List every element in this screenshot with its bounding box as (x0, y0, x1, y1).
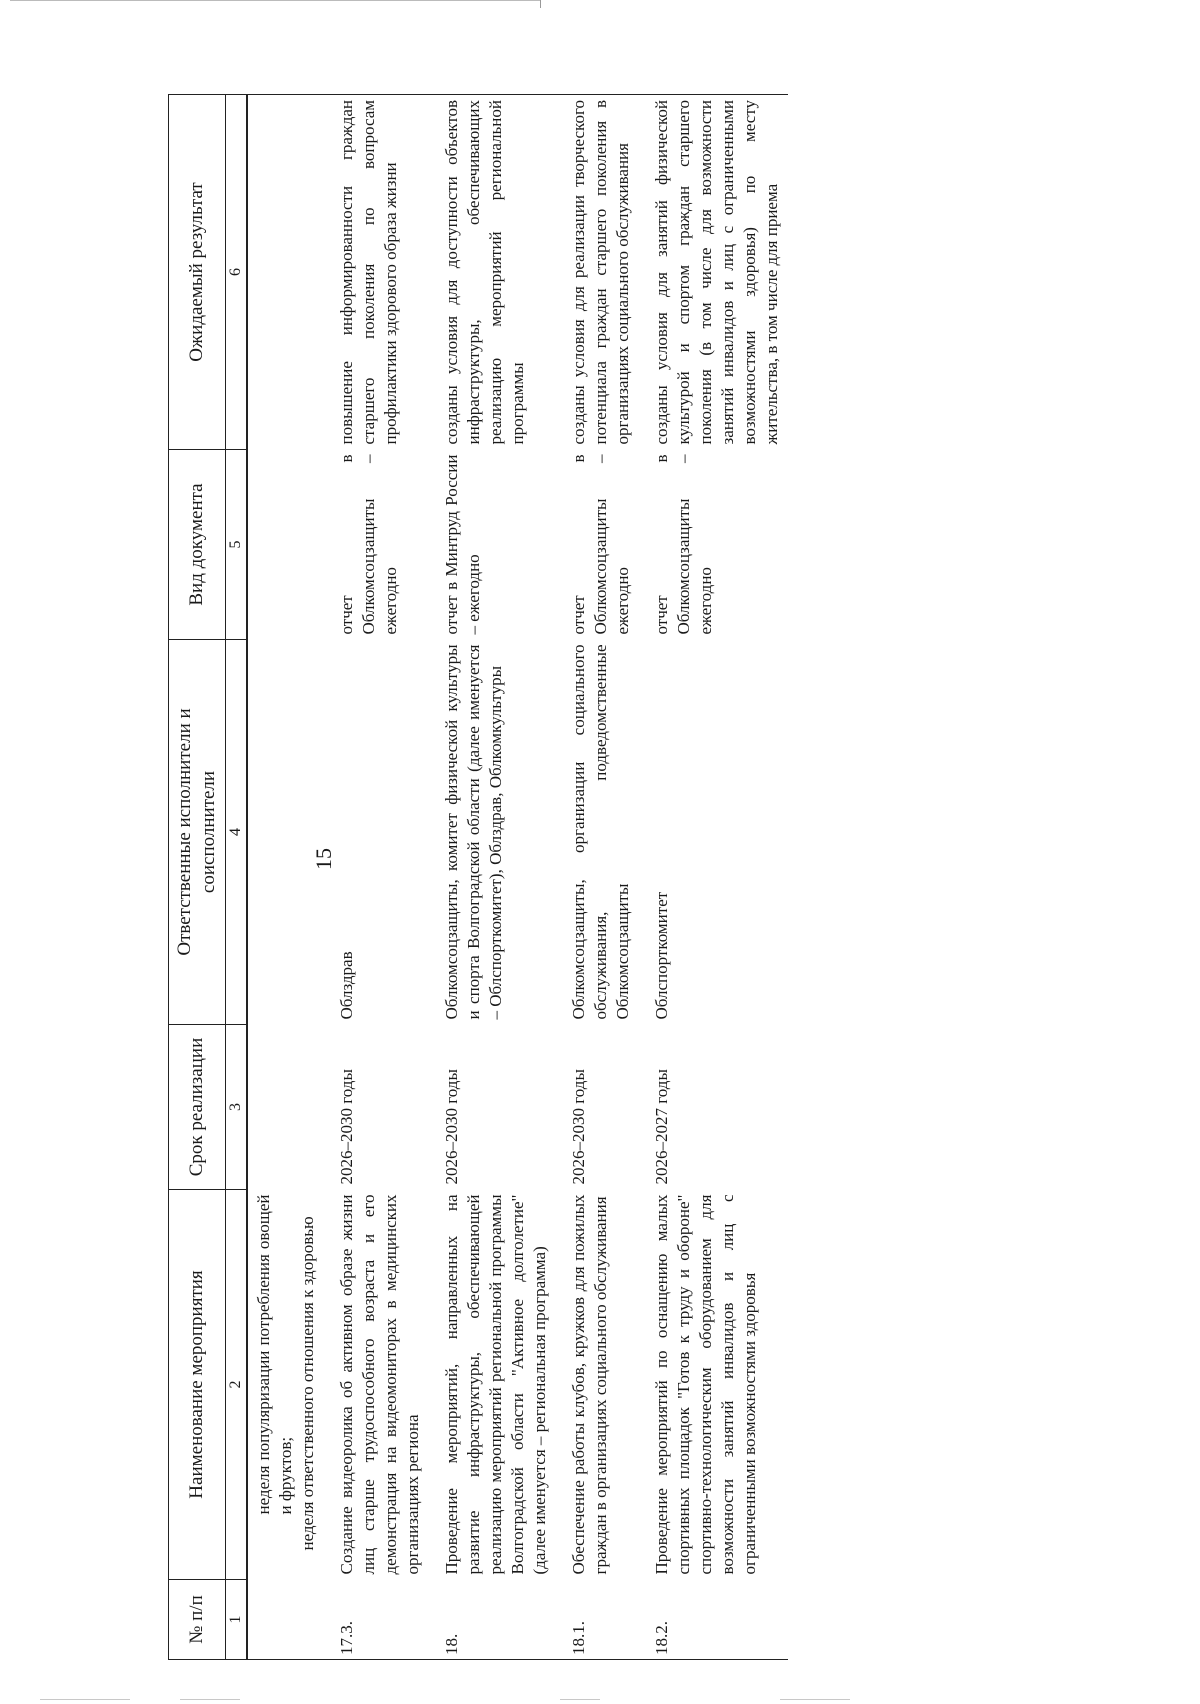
column-number-2: 2 (226, 1190, 248, 1580)
header-executors: Ответственные исполнители и соисполнители (169, 640, 226, 1025)
scan-edge-top (0, 0, 560, 10)
table-row (324, 95, 429, 1660)
row-term: 2026–2030 годы (569, 1069, 588, 1185)
table-header-row (169, 95, 226, 1660)
continuation-line-2: неделя ответственного отношения к здоровью (298, 1216, 317, 1551)
header-activity-name: Наименование мероприятия (169, 1190, 226, 1580)
row-executors: Облспорткомитет (652, 891, 671, 1020)
activities-table (168, 94, 788, 1660)
row-document-type: отчет в Облкомсоцзащиты – ежегодно (337, 454, 400, 635)
row-term: 2026–2030 годы (442, 1069, 461, 1185)
row-executors: Облкомсоцзащиты, организации социального обслуживания, подведомственные Облкомсоцзащиты (569, 644, 632, 1020)
header-term: Срок реализации (169, 1025, 226, 1190)
row-expected-result: повышение информированности граждан старшего поколения по вопросам профилактики здорового образа жизни (324, 95, 429, 450)
row-activity-name: Проведение мероприятий, направленных на развитие инфраструктуры, обеспечивающей реализацию мероприятий региональной программы Волгоградской области "Активное долголетие" (далее именуется – региональная программа) (442, 1194, 549, 1575)
column-number-4: 4 (226, 640, 248, 1025)
header-expected-result: Ожидаемый результат (169, 95, 226, 450)
table-row (639, 95, 788, 1660)
column-number-row (226, 95, 248, 1660)
table-row (429, 95, 556, 1660)
column-number-3: 3 (226, 1025, 248, 1190)
row-document-type: отчет в Минтруд России – ежегодно (442, 454, 483, 635)
page-number: 15 (311, 848, 336, 870)
rotated-table-sheet (168, 95, 1058, 1660)
row-number: 17.3. (324, 1580, 429, 1660)
row-expected-result: созданы условия для занятий физической культурой и спортом граждан старшего поколения (в том числе для возможности занятий инвалидов и лиц с ограниченными возможностями здоровья) по месту жительства, в том числе для приема (639, 95, 788, 450)
row-document-type: отчет в Облкомсоцзащиты – ежегодно (569, 454, 632, 635)
row-number: 18. (429, 1580, 556, 1660)
continuation-text-cell (247, 1190, 324, 1580)
row-expected-result: созданы условия для реализации творческого потенциала граждан старшего поколения в организациях социального обслуживания (556, 95, 639, 450)
continuation-row (247, 95, 324, 1660)
row-activity-name: Создание видеоролика об активном образе жизни лиц старше трудоспособного возраста и его демонстрация на видеомониторах в медицинских организациях региона (337, 1194, 422, 1575)
row-number: 18.2. (639, 1580, 788, 1660)
row-expected-result: созданы условия для доступности объектов инфраструктуры, обеспечивающих реализацию мероприятий региональной программы (429, 95, 556, 450)
row-activity-name: Обеспечение работы клубов, кружков для пожилых граждан в организациях социального обслуживания (569, 1194, 610, 1575)
continuation-line-1: неделя популяризации потребления овощей и фруктов; (254, 1194, 295, 1515)
table-row (556, 95, 639, 1660)
row-executors: Облздрав (337, 951, 356, 1020)
row-term: 2026–2027 годы (652, 1069, 671, 1185)
column-number-6: 6 (226, 95, 248, 450)
scan-edge-bottom (0, 1686, 1200, 1704)
row-executors: Облкомсоцзащиты, комитет физической культуры и спорта Волгоградской области (далее именуется – Облспорткомитет), Облздрав, Облкомкультуры (442, 644, 505, 1020)
column-number-1: 1 (226, 1580, 248, 1660)
row-term: 2026–2030 годы (337, 1069, 356, 1185)
row-document-type: отчет в Облкомсоцзащиты – ежегодно (652, 454, 715, 635)
header-document-type: Вид документа (169, 450, 226, 640)
row-number: 18.1. (556, 1580, 639, 1660)
header-number: № п/п (169, 1580, 226, 1660)
continuation-number-cell (247, 1580, 324, 1660)
column-number-5: 5 (226, 450, 248, 640)
row-activity-name: Проведение мероприятий по оснащению малых спортивных площадок "Готов к труду и обороне" спортивно-технологическим оборудованием для возможности занятий инвалидов и лиц с ограниченными возможностями здоровья (652, 1194, 759, 1575)
